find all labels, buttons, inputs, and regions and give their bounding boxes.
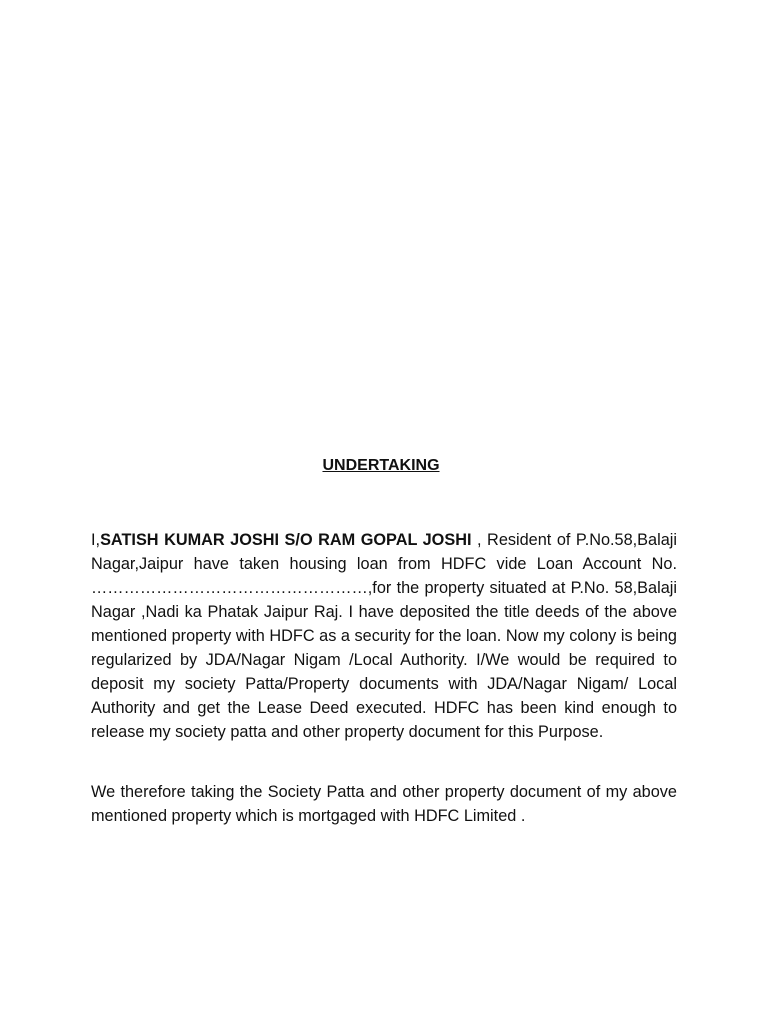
declarant-name: SATISH KUMAR JOSHI S/O RAM GOPAL JOSHI bbox=[100, 531, 472, 549]
paragraph-body: , Resident of P.No.58,Balaji Nagar,Jaipur have taken housing loan from HDFC vide Loan Account No. ……………………………………………,for the property situated at P.No. 58,Balaji Nagar ,Nadi ka Phatak Jaipur Raj. I have deposited the title deeds of the above mentioned property with HDFC as a security for the loan. Now my colony is being regularized by JDA/Nagar Nigam /Local Authority. I/We would be required to deposit my society Patta/Property documents with JDA/Nagar Nigam/ Local Authority and get the Lease Deed executed. HDFC has been kind enough to release my society patta and other property document for this Purpose. bbox=[91, 531, 678, 741]
undertaking-paragraph-2: We therefore taking the Society Patta and other property document of my above mentioned property which is mortgaged with HDFC Limited . bbox=[91, 783, 677, 825]
undertaking-paragraph-1 bbox=[91, 528, 677, 744]
document-title: UNDERTAKING bbox=[322, 457, 440, 474]
paragraph-prefix: I, bbox=[91, 531, 101, 549]
